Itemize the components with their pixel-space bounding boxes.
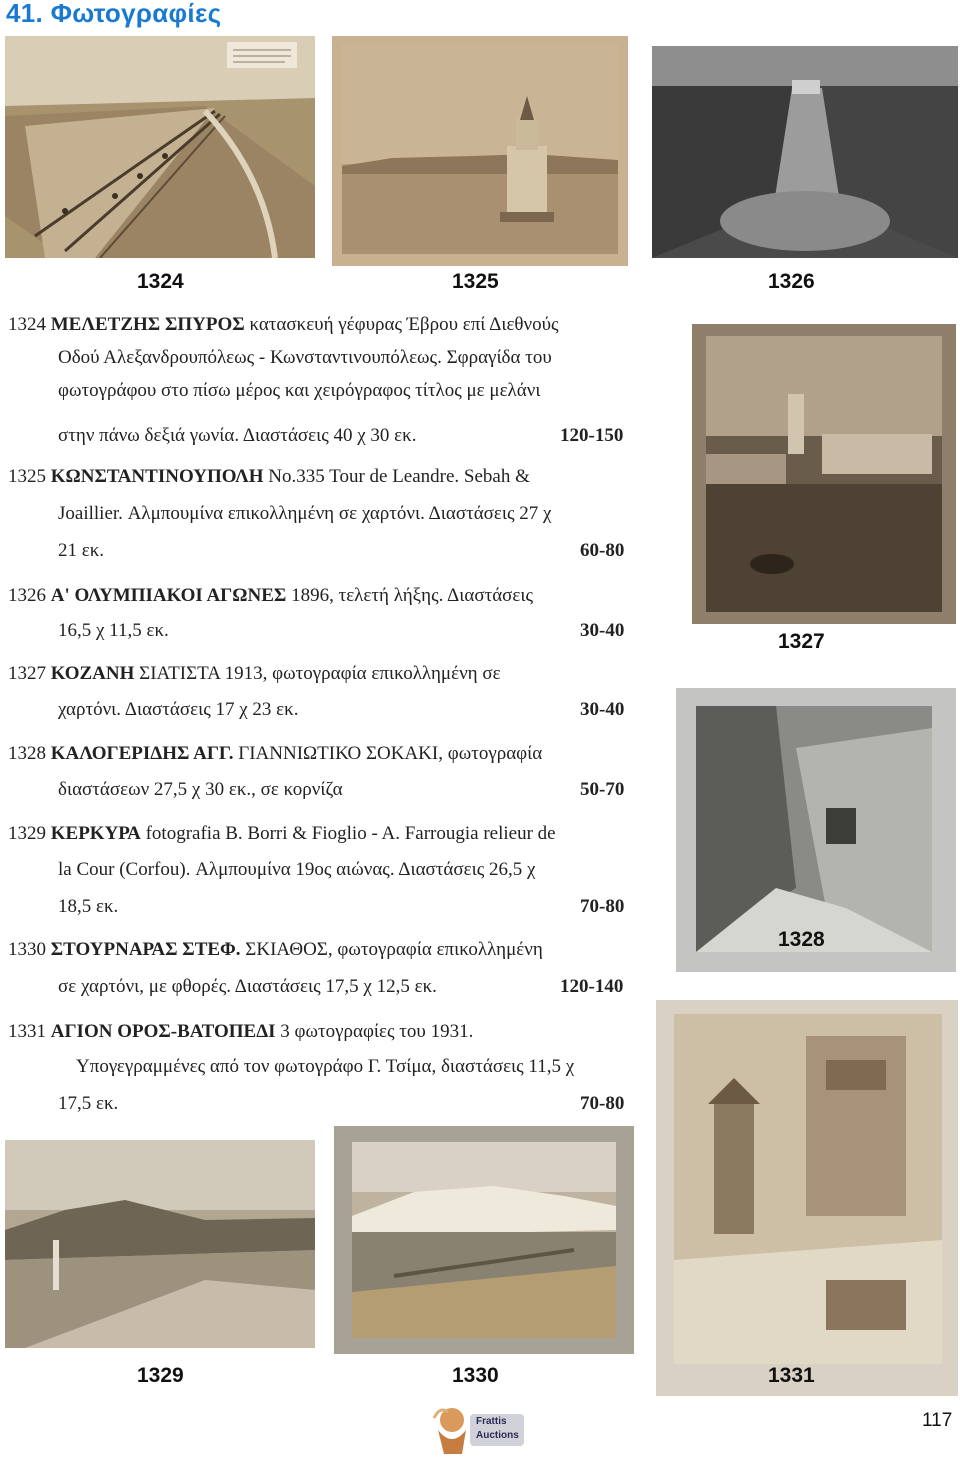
caption-1325: 1325 bbox=[452, 270, 499, 293]
lot-1324-price: 120-150 bbox=[560, 425, 624, 446]
photo-1324 bbox=[5, 36, 315, 258]
frattis-logo bbox=[432, 1400, 528, 1456]
lot-1330-line-1: 1330 ΣΤΟΥΡΝΑΡΑΣ ΣΤΕΦ. ΣΚΙΑΘΟΣ, φωτογραφία επικολλημένη bbox=[8, 939, 543, 960]
lot-1324-line-4: στην πάνω δεξιά γωνία. Διαστάσεις 40 χ 30 εκ. bbox=[58, 425, 417, 446]
photo-1327 bbox=[692, 324, 956, 624]
cherub-logo-icon bbox=[432, 1400, 528, 1456]
lot-1328-line-2: διαστάσεων 27,5 χ 30 εκ., σε κορνίζα bbox=[58, 779, 343, 800]
caption-1328: 1328 bbox=[778, 928, 825, 951]
page-title: 41. Φωτογραφίες bbox=[6, 0, 222, 28]
lot-1331-line-2: Υπογεγραμμένες από τον φωτογράφο Γ. Τσίμα, διαστάσεις 11,5 χ bbox=[76, 1056, 575, 1077]
page-number: 117 bbox=[922, 1410, 953, 1431]
photo-1330 bbox=[334, 1126, 634, 1354]
photo-1331 bbox=[656, 1000, 958, 1396]
lot-1327-line-1: 1327 ΚΟΖΑΝΗ ΣΙΑΤΙΣΤΑ 1913, φωτογραφία επικολλημένη σε bbox=[8, 663, 501, 684]
photo-1326 bbox=[652, 46, 958, 258]
lot-1326-line-2: 16,5 χ 11,5 εκ. bbox=[58, 620, 169, 641]
lot-1324-line-1: 1324 ΜΕΛΕΤΖΗΣ ΣΠΥΡΟΣ κατασκευή γέφυρας Έβρου επί Διεθνούς bbox=[8, 314, 559, 335]
lot-1325-price: 60-80 bbox=[580, 540, 625, 561]
lot-1330-price: 120-140 bbox=[560, 976, 624, 997]
lot-1329-line-2: la Cour (Corfou). Αλμπουμίνα 19ος αιώνας. Διαστάσεις 26,5 χ bbox=[58, 859, 536, 880]
caption-1327: 1327 bbox=[778, 630, 825, 653]
photo-1329 bbox=[5, 1140, 315, 1348]
logo-text-1: Frattis bbox=[476, 1416, 507, 1427]
lot-1327-price: 30-40 bbox=[580, 699, 625, 720]
lot-1326-line-1: 1326 Α' ΟΛΥΜΠΙΑΚΟΙ ΑΓΩΝΕΣ 1896, τελετή λήξης. Διαστάσεις bbox=[8, 585, 534, 606]
lot-1330-line-2: σε χαρτόνι, με φθορές. Διαστάσεις 17,5 χ 12,5 εκ. bbox=[58, 976, 437, 997]
lot-1331-price: 70-80 bbox=[580, 1093, 625, 1114]
lot-1325-line-1: 1325 ΚΩΝΣΤΑΝΤΙΝΟΥΠΟΛΗ No.335 Tour de Leandre. Sebah & bbox=[8, 466, 530, 487]
caption-1330: 1330 bbox=[452, 1364, 499, 1387]
lot-1329-price: 70-80 bbox=[580, 896, 625, 917]
lot-1329-line-3: 18,5 εκ. bbox=[58, 896, 119, 917]
lot-1324-line-2: Οδού Αλεξανδρουπόλεως - Κωνσταντινουπόλεως. Σφραγίδα του bbox=[58, 347, 552, 368]
lot-1324-line-3: φωτογράφου στο πίσω μέρος και χειρόγραφος τίτλος με μελάνι bbox=[58, 380, 541, 401]
lot-1328-line-1: 1328 ΚΑΛΟΓΕΡΙΔΗΣ ΑΓΓ. ΓΙΑΝΝΙΩΤΙΚΟ ΣΟΚΑΚΙ, φωτογραφία bbox=[8, 743, 543, 764]
lot-1325-line-3: 21 εκ. bbox=[58, 540, 105, 561]
lot-1327-line-2: χαρτόνι. Διαστάσεις 17 χ 23 εκ. bbox=[58, 699, 299, 720]
photo-1325 bbox=[332, 36, 628, 266]
lot-1331-line-1: 1331 ΑΓΙΟΝ ΟΡΟΣ-ΒΑΤΟΠΕΔΙ 3 φωτογραφίες του 1931. bbox=[8, 1021, 474, 1042]
lot-1325-line-2: Joaillier. Αλμπουμίνα επικολλημένη σε χαρτόνι. Διαστάσεις 27 χ bbox=[58, 503, 552, 524]
caption-1329: 1329 bbox=[137, 1364, 184, 1387]
caption-1331: 1331 bbox=[768, 1364, 815, 1387]
caption-1324: 1324 bbox=[137, 270, 184, 293]
logo-text-2: Auctions bbox=[476, 1430, 519, 1441]
lot-1331-line-3: 17,5 εκ. bbox=[58, 1093, 119, 1114]
caption-1326: 1326 bbox=[768, 270, 815, 293]
lot-1329-line-1: 1329 ΚΕΡΚΥΡΑ fotografia B. Borri & Fioglio - A. Farrougia relieur de bbox=[8, 823, 556, 844]
lot-1326-price: 30-40 bbox=[580, 620, 625, 641]
lot-1328-price: 50-70 bbox=[580, 779, 625, 800]
